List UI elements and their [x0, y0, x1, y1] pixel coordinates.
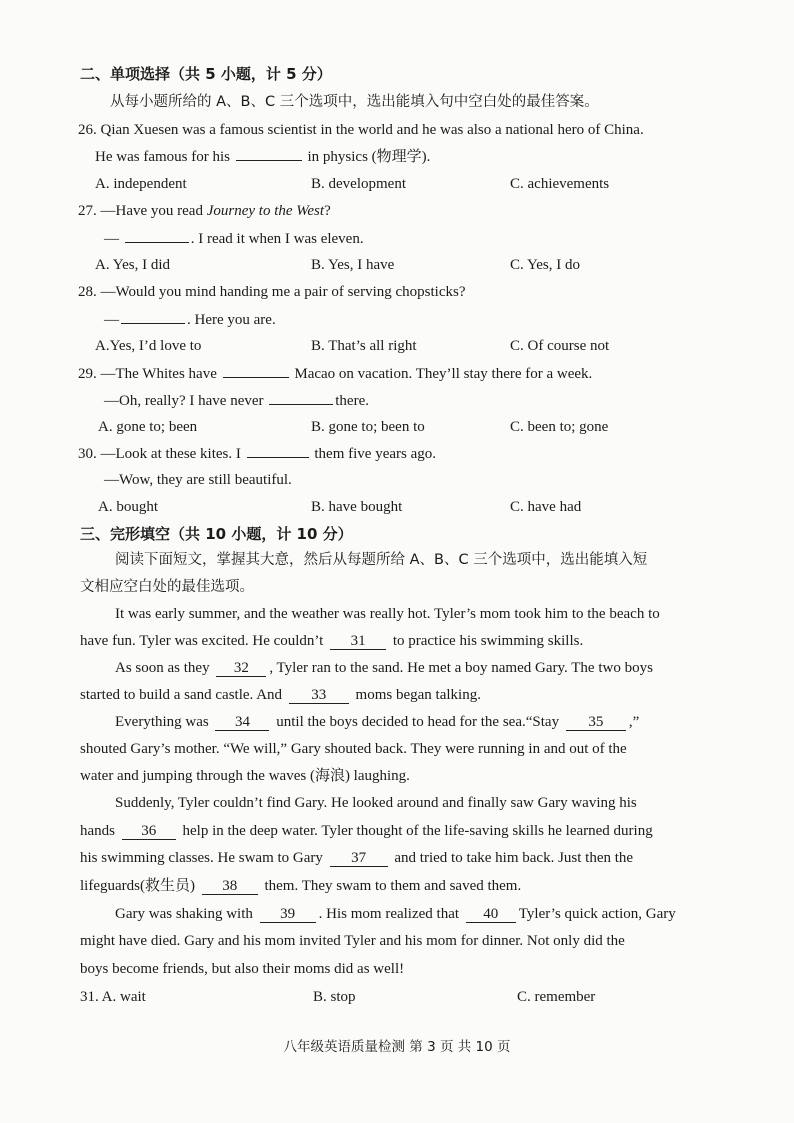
q29-line2-pre: —Oh, really? I have never: [104, 393, 264, 409]
section-3-title: 三、完形填空（共 10 小题，计 10 分）: [80, 525, 353, 543]
passage-line: [80, 685, 481, 705]
passage-text: them. They swam to them and saved them.: [264, 878, 522, 894]
q27-option-b: B. Yes, I have: [311, 257, 395, 273]
q28-line2-pre: —: [104, 312, 119, 328]
q29-option-a: A. gone to; been: [98, 419, 198, 435]
passage-text: hands: [80, 823, 115, 839]
q27-option-a: A. Yes, I did: [95, 257, 171, 273]
blank-34: 34: [215, 714, 269, 731]
passage-line: boys become friends, but also their moms did as well!: [80, 961, 405, 977]
passage-line: might have died. Gary and his mom invited Tyler and his mom for dinner. Not only did the: [80, 933, 625, 949]
q28-option-a: A.Yes, I’d love to: [95, 338, 202, 354]
q27-stem: [78, 201, 331, 221]
section-3-instruction-1: 阅读下面短文，掌握其大意，然后从每题所给 A、B、C 三个选项中，选出能填入短: [115, 552, 648, 568]
passage-text: ,”: [628, 714, 640, 730]
q29-blank-1: [223, 363, 289, 378]
blank-40: 40: [466, 906, 516, 923]
blank-31: 31: [330, 633, 386, 650]
q29-line2: [104, 390, 369, 411]
section-3-instruction-2: 文相应空白处的最佳选项。: [80, 579, 254, 595]
q28-blank: [121, 309, 185, 324]
q29-blank-2: [269, 390, 333, 405]
q29-stem: [78, 363, 592, 384]
blank-36: 36: [122, 823, 176, 840]
passage-text: help in the deep water. Tyler thought of the life-saving skills he learned during: [182, 823, 653, 839]
q29-option-b: B. gone to; been to: [311, 419, 425, 435]
q27-line2: [104, 228, 364, 249]
passage-text: until the boys decided to head for the sea.“Stay: [276, 714, 560, 730]
q29-stem-post: Macao on vacation. They’ll stay there for a week.: [294, 366, 593, 382]
q30-stem-pre: 30. —Look at these kites. I: [78, 446, 241, 462]
q30-option-c: C. have had: [510, 499, 582, 515]
q28-option-b: B. That’s all right: [311, 338, 417, 354]
q30-stem-post: them five years ago.: [314, 446, 437, 462]
passage-text: started to build a sand castle. And: [80, 687, 283, 703]
passage-text: As soon as they: [115, 660, 210, 676]
passage-text: Tyler’s quick action, Gary: [518, 906, 676, 922]
q26-option-a: A. independent: [95, 176, 187, 192]
q27-line2-pre: —: [104, 231, 119, 247]
passage-text: have fun. Tyler was excited. He couldn’t: [80, 633, 324, 649]
q30-blank: [247, 443, 309, 458]
q27-blank: [125, 228, 189, 243]
blank-32: 32: [216, 660, 266, 677]
q26-line2: [95, 146, 430, 167]
q27-stem-pre: 27. —Have you read: [78, 203, 207, 219]
passage-line: [115, 712, 639, 732]
passage-text: . His mom realized that: [318, 906, 460, 922]
blank-37: 37: [330, 850, 388, 867]
passage-text: his swimming classes. He swam to Gary: [80, 850, 323, 866]
q26-line2-post: in physics (物理学).: [307, 149, 431, 165]
passage-line: [115, 904, 676, 924]
passage-line: [115, 658, 653, 678]
q28-line2: [104, 309, 276, 330]
passage-text: lifeguards(救生员): [80, 878, 195, 894]
q30-option-a: A. bought: [98, 499, 158, 515]
passage-text: and tried to take him back. Just then the: [394, 850, 634, 866]
q30-stem: [78, 443, 436, 464]
blank-35: 35: [566, 714, 626, 731]
q26-stem: 26. Qian Xuesen was a famous scientist in the world and he was also a national hero of China.: [78, 122, 644, 138]
blank-38: 38: [202, 878, 258, 895]
q28-stem: 28. —Would you mind handing me a pair of serving chopsticks?: [78, 284, 466, 300]
passage-line: It was early summer, and the weather was really hot. Tyler’s mom took him to the beach to: [115, 606, 660, 622]
blank-33: 33: [289, 687, 349, 704]
q28-option-c: C. Of course not: [510, 338, 610, 354]
q31-option-b: B. stop: [313, 989, 356, 1005]
passage-line: water and jumping through the waves (海浪) laughing.: [80, 768, 410, 784]
passage-text: moms began talking.: [355, 687, 481, 703]
blank-39: 39: [260, 906, 316, 923]
passage-text: , Tyler ran to the sand. He met a boy named Gary. The two boys: [269, 660, 653, 676]
q29-line2-post: there.: [335, 393, 369, 409]
section-2-title: 二、单项选择（共 5 小题，计 5 分）: [80, 65, 332, 83]
q27-option-c: C. Yes, I do: [510, 257, 581, 273]
q28-line2-post: . Here you are.: [187, 312, 276, 328]
passage-line: Suddenly, Tyler couldn’t find Gary. He looked around and finally saw Gary waving his: [115, 795, 637, 811]
passage-text: to practice his swimming skills.: [392, 633, 584, 649]
q31-option-c: C. remember: [517, 989, 596, 1005]
q30-line2: —Wow, they are still beautiful.: [104, 472, 292, 488]
q26-line2-pre: He was famous for his: [95, 149, 230, 165]
q27-stem-post: ?: [324, 203, 331, 219]
passage-line: shouted Gary’s mother. “We will,” Gary shouted back. They were running in and out of the: [80, 741, 627, 757]
q29-stem-pre: 29. —The Whites have: [78, 366, 217, 382]
q31-option-a: 31. A. wait: [80, 989, 146, 1005]
q27-book-title: Journey to the West: [206, 203, 325, 219]
q27-line2-post: . I read it when I was eleven.: [190, 231, 364, 247]
page-footer: 八年级英语质量检测 第 3 页 共 10 页: [283, 1039, 511, 1055]
passage-text: Everything was: [115, 714, 209, 730]
q26-blank: [236, 146, 302, 161]
passage-line: [80, 876, 521, 896]
q29-option-c: C. been to; gone: [510, 419, 609, 435]
passage-line: [80, 821, 653, 841]
q26-option-b: B. development: [311, 176, 406, 192]
passage-text: Gary was shaking with: [115, 906, 253, 922]
passage-line: [80, 631, 583, 651]
q26-option-c: C. achievements: [510, 176, 610, 192]
section-2-instruction: 从每小题所给的 A、B、C 三个选项中，选出能填入句中空白处的最佳答案。: [110, 94, 599, 110]
q30-option-b: B. have bought: [311, 499, 403, 515]
passage-line: [80, 848, 633, 868]
